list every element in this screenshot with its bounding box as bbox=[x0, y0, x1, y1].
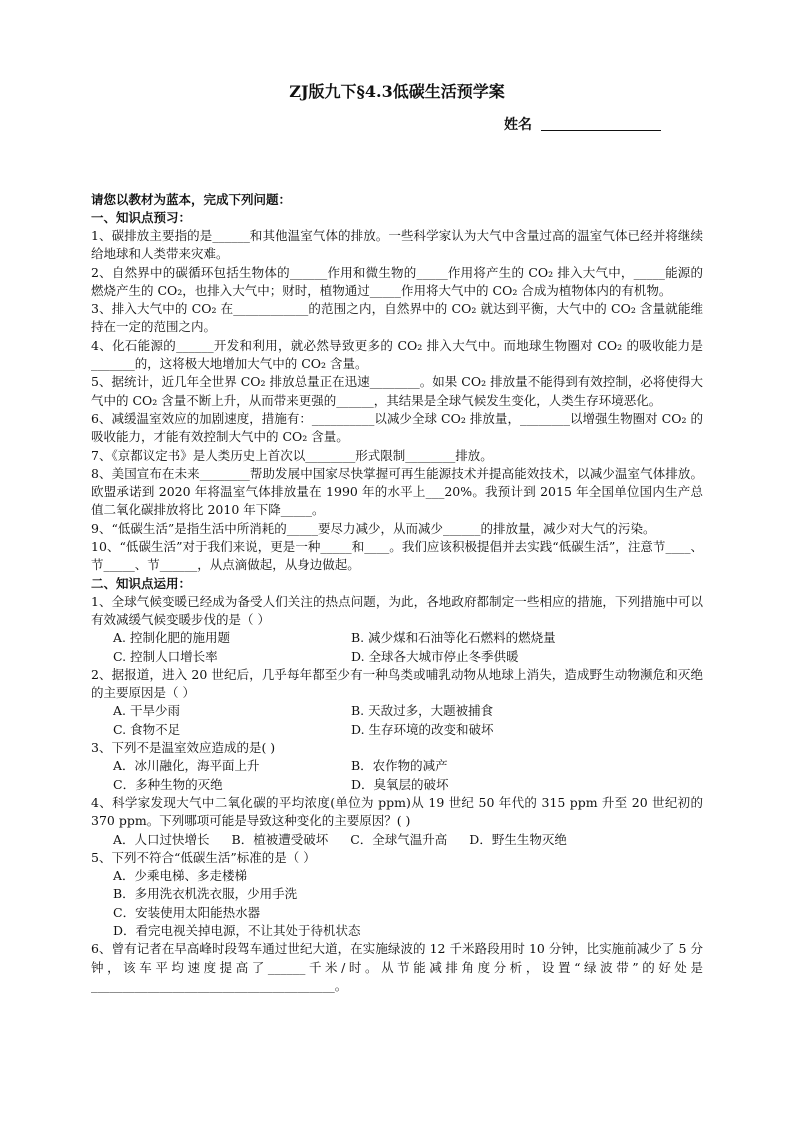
section-heading-preview: 一、知识点预习： bbox=[91, 210, 192, 225]
question-2-1: 1、全球气候变暖已经成为备受人们关注的热点问题，为此，各地政府都制定一些相应的措施，下列措施中可以有效减缓气候变暖步伐的是（ ） bbox=[91, 593, 703, 627]
option-b: B. 天敌过多，大题被捕食 bbox=[351, 703, 494, 719]
question-2-1-options bbox=[91, 629, 703, 666]
question-1-1: 1、碳排放主要指的是______和其他温室气体的排放。一些科学家认为大气中含量过高的温室气体已经并将继续给地球和人类带来灾难。 bbox=[91, 228, 703, 262]
question-1-8: 8、美国宣布在未来________帮助发展中国家尽快掌握可再生能源技术并提高能效技术，以减少温室气体排放。欧盟承诺到 2020 年将温室气体排放量在 1990 年的水平上___20%。我预计到 2015 年全国单位国内生产总值二氧化碳排放将比 2010 年下降_____。 bbox=[91, 465, 703, 518]
question-2-5: 5、下列不符合“低碳生活”标准的是（ ） bbox=[91, 849, 316, 865]
question-1-3: 3、排入大气中的 CO₂ 在____________的范围之内，自然界中的 CO₂ 就达到平衡，大气中的 CO₂ 含量就能维持在一定的范围之内。 bbox=[91, 301, 703, 335]
question-2-4: 4、科学家发现大气中二氧化碳的平均浓度(单位为 ppm)从 19 世纪 50 年代的 315 ppm 升至 20 世纪初的 370 ppm。下列哪项可能是导致这种变化的主要原因？( ) bbox=[91, 794, 703, 829]
question-1-2: 2、自然界中的碳循环包括生物体的______作用和微生物的_____作用将产生的 CO₂ 排入大气中，_____能源的燃烧产生的 CO₂，也排入大气中；财时，植物通过_____作用将大气中的 CO₂ 合成为植物体内的有机物。 bbox=[91, 264, 703, 298]
option-d: D. 全球各大城市停止冬季供暖 bbox=[351, 648, 519, 664]
question-2-4-options bbox=[91, 831, 703, 849]
question-2-6: 6、曾有记者在早高峰时段驾车通过世纪大道，在实施绿波的 12 千米路段用时 10 分钟，比实施前减少了 5 分钟，该车平均速度提高了______千米/时。从节能减排角度分析，设置“绿波带”的好处是_______________________________________。 bbox=[91, 941, 703, 993]
option-c: C．全球气温升高 bbox=[350, 831, 448, 847]
option-d: D．野生生物灭绝 bbox=[469, 831, 567, 847]
option-a: A. 控制化肥的施用题 bbox=[113, 630, 230, 646]
question-2-3: 3、下列不是温室效应造成的是( ) bbox=[91, 740, 276, 756]
question-2-2: 2、据报道，进入 20 世纪后，几乎每年都至少有一种鸟类或哺乳动物从地球上消失，造成野生动物濒危和灭绝的主要原因是（ ） bbox=[91, 666, 703, 701]
option-c: C. 控制人口增长率 bbox=[113, 648, 218, 664]
option-a: A．少乘电梯、多走楼梯 bbox=[113, 868, 248, 884]
section-heading-application: 二、知识点运用： bbox=[91, 575, 192, 591]
question-1-6: 6、减缓温室效应的加剧速度，措施有：__________以减少全球 CO₂ 排放量，________以增强生物圈对 CO₂ 的吸收能力，才能有效控制大气中的 CO₂ 含量。 bbox=[91, 410, 703, 445]
option-c: C. 食物不足 bbox=[113, 721, 181, 737]
option-b: B．植被遭受破坏 bbox=[231, 831, 329, 847]
name-field-row bbox=[91, 114, 703, 136]
option-a: A．冰川融化，海平面上升 bbox=[113, 758, 260, 774]
option-d: D．看完电视关掉电源，不让其处于待机状态 bbox=[113, 922, 361, 938]
option-a: A. 干旱少雨 bbox=[113, 703, 180, 719]
option-d: D．臭氧层的破坏 bbox=[351, 776, 449, 792]
question-1-4: 4、化石能源的______开发和利用，就必然导致更多的 CO₂ 排入大气中。而地球生物圈对 CO₂ 的吸收能力是_______的，这将极大地增加大气中的 CO₂ 含量。 bbox=[91, 337, 703, 372]
option-b: B．多用洗衣机洗衣服，少用手洗 bbox=[113, 886, 298, 902]
option-a: A．人口过快增长 bbox=[113, 831, 210, 847]
question-1-9: 9、“低碳生活”是指生活中所消耗的_____要尽力减少，从而减少______的排放量，减少对大气的污染。 bbox=[91, 520, 656, 536]
name-blank-line bbox=[541, 130, 661, 131]
page-title: ZJ版九下§4.3低碳生活预学案 bbox=[289, 82, 505, 101]
option-c: C．多种生物的灭绝 bbox=[113, 776, 223, 792]
instruction-text: 请您以教材为蓝本，完成下列问题： bbox=[91, 192, 292, 207]
option-c: C．安装使用太阳能热水器 bbox=[113, 904, 261, 920]
worksheet-page bbox=[91, 82, 703, 995]
option-d: D. 生存环境的改变和破坏 bbox=[351, 721, 494, 737]
question-1-10: 10、“低碳生活”对于我们来说，更是一种_____和____。我们应该积极提倡并去实践“低碳生活”，注意节____、节_____、节______，从点滴做起，从身边做起。 bbox=[91, 539, 703, 573]
name-label: 姓名 bbox=[504, 117, 532, 133]
question-2-2-options bbox=[91, 702, 703, 739]
question-1-7: 7、《京都议定书》是人类历史上首次以________形式限制________排放。 bbox=[91, 447, 493, 463]
option-b: B．农作物的减产 bbox=[351, 758, 448, 774]
question-2-3-options bbox=[91, 757, 703, 794]
option-b: B. 减少煤和石油等化石燃料的燃烧量 bbox=[351, 630, 556, 646]
question-2-5-options bbox=[91, 867, 703, 940]
question-1-5: 5、据统计，近几年全世界 CO₂ 排放总量正在迅速________。如果 CO₂ 排放量不能得到有效控制，必将使得大气中的 CO₂ 含量不断上升，从而带来更强的______，其结果是全球气候发生变化，人类生存环境恶化。 bbox=[91, 374, 703, 408]
